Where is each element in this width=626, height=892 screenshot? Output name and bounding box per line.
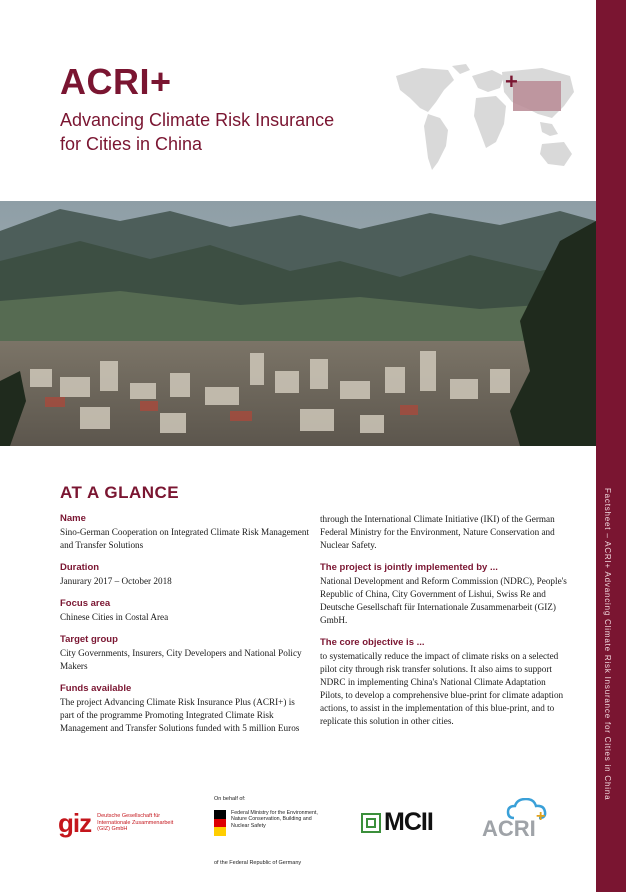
giz-logo-mark: giz [58,808,92,838]
logo-bar [0,790,596,870]
funds-continued-block [320,513,570,552]
right-column [320,513,570,738]
left-column [60,513,310,745]
section-title: AT A GLANCE [60,483,180,502]
bmu-name: Federal Ministry for the Environment, Nature Conservation, Building and Nuclear Safety [231,810,318,829]
map-marker: + [505,69,518,94]
bmu-country: of the Federal Republic of Germany [214,860,302,866]
target-block [60,634,310,673]
bmu-logo [214,796,334,866]
funds-block [60,683,310,735]
giz-logo [58,810,177,836]
bmu-on-behalf: On behalf of: [214,796,246,802]
name-label: Name [60,513,86,524]
giz-logo-text: Deutsche Gesellschaft für Internationale Zusammenarbeit (GIZ) GmbH [97,813,174,833]
bmu-row [214,810,334,836]
focus-label: Focus area [60,598,111,609]
side-band [596,0,626,892]
duration-block [60,562,310,588]
city-landscape-photo [0,201,596,446]
objective-label: The core objective is ... [320,637,425,648]
focus-block [60,598,310,624]
duration-label: Duration [60,562,100,573]
acri-logo [482,798,548,848]
mcii-logo [361,808,433,837]
funds-label: Funds available [60,683,132,694]
objective-value: to systematically reduce the impact of climate risks on a selected pilot city through risk transfer solutions. It also aims to support NDRC in implementing China's National Climate Adaptation Pilots, to develop a comprehensive blue-print for climate adaption actions, to assist in the implementation of this blue-print, and to replicate this solution in other cities. [320,651,564,726]
acri-logo-plus: + [536,808,546,825]
world-map-icon [392,62,576,180]
implemented-value: National Development and Reform Commission (NDRC), People's Republic of China, City Government of Lishui, Swiss Re and Deutsche Gesellschaft für Internationale Zusammenarbeit (GIZ) GmbH. [320,576,567,625]
duration-value: Janurary 2017 – October 2018 [60,576,172,586]
funds-value: The project Advancing Climate Risk Insurance Plus (ACRI+) is part of the programme Promoting Integrated Climate Risk Management and Transfer Solutions funded with 5 million Euros [60,697,300,733]
name-block [60,513,310,552]
sidebar-title: Factsheet – ACRI+ Advancing Climate Risk Insurance for Cities in China [603,488,612,801]
name-value: Sino-German Cooperation on Integrated Climate Risk Management and Transfer Solutions [60,527,310,550]
german-flag-icon [214,810,226,836]
target-label: Target group [60,634,118,645]
target-value: City Governments, Insurers, City Developers and National Policy Makers [60,648,302,671]
implemented-label: The project is jointly implemented by ... [320,562,498,573]
objective-block [320,637,570,728]
page-subtitle: Advancing Climate Risk Insurance for Cities in China [60,110,335,154]
mcii-logo-text: MCII [384,808,433,836]
acri-logo-text: ACRI [482,816,536,841]
page-title: ACRI+ [60,61,172,102]
implemented-block [320,562,570,627]
mcii-square-icon [361,813,381,833]
focus-value: Chinese Cities in Costal Area [60,612,169,622]
funds-continued-value: through the International Climate Initiative (IKI) of the German Federal Ministry for the Environment, Nature Conservation and Nuclear Safety. [320,514,555,550]
